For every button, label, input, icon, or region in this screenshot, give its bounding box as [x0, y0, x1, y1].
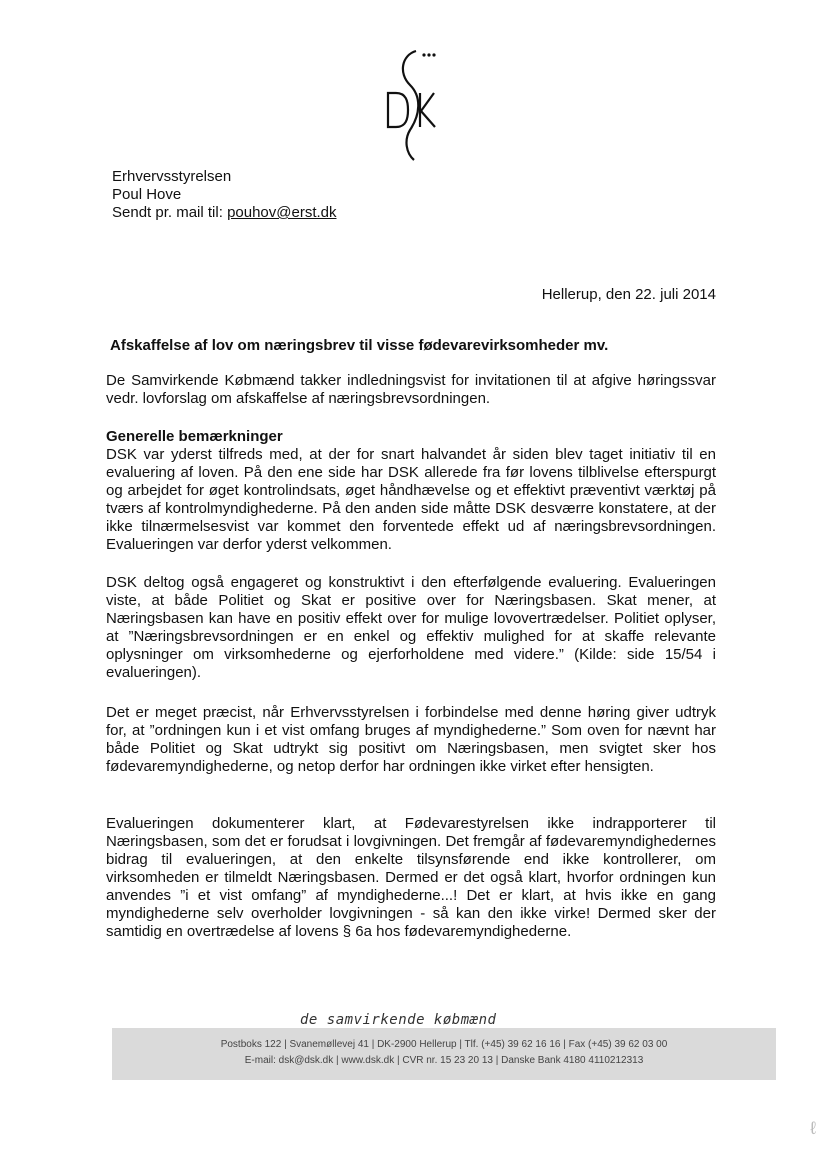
dsk-logo-icon	[380, 45, 440, 165]
paragraph-evaluation: DSK var yderst tilfreds med, at der for snart halvandet år siden blev taget initiativ til en evaluering af loven. På den ene side har DSK allerede fra før lovens tilblivelse efterspurgt og arbejdet for øget kontrolindsats, øget håndhævelse og et effektivt præventivt værktøj på tværs af kontrolmyndighederne. På den anden side måtte DSK desværre konstatere, at der ikke tilnærmelsesvist var kommet den forventede effekt ud af næringsbrevsordningen. Evalueringen var derfor yderst velkommen.	[106, 446, 716, 553]
footer-brand: de samvirkende købmænd	[300, 1012, 497, 1028]
recipient-address	[112, 168, 337, 222]
recipient-organization: Erhvervsstyrelsen	[112, 168, 232, 185]
recipient-mail-line	[112, 204, 337, 222]
paragraph-participation: DSK deltog også engageret og konstruktivt i den efterfølgende evaluering. Evalueringen viste, at både Politiet og Skat er positive over for Næringsbasen. Skat mener, at Næringsbasen kan have en positiv effekt over for mulige lovovertrædelser. Politiet oplyser, at ”Næringsbrevsordningen er en enkel og effektiv mulighed for at skaffe relevante oplysninger om virksomhederne og ejerforholdene med videre.” (Kilde: side 15/54 i evalueringen).	[106, 574, 716, 681]
paragraph-precise: Det er meget præcist, når Erhvervsstyrelsen i forbindelse med denne høring giver udtryk for, at ”ordningen kun i et vist omfang bruges af myndighederne.” Som oven for nævnt har både Politiet og Skat udtrykt sig positivt om Næringsbasen, men svigtet sker hos fødevaremyndighederne, og netop derfor har ordningen ikke virket efter hensigten.	[106, 704, 716, 775]
letter-date: Hellerup, den 22. juli 2014	[541, 286, 716, 303]
mail-link[interactable]: pouhov@erst.dk	[227, 204, 337, 221]
general-remarks-section	[106, 428, 716, 554]
mail-prefix: Sendt pr. mail til:	[112, 204, 228, 221]
footer-line-2: E-mail: dsk@dsk.dk | www.dsk.dk | CVR nr. 15 23 20 13 | Danske Bank 4180 4110212313	[244, 1055, 644, 1066]
section-heading: Generelle bemærkninger	[106, 428, 283, 445]
footer-line-1: Postboks 122 | Svanemøllevej 41 | DK-2900 Hellerup | Tlf. (+45) 39 62 16 16 | Fax (+45) 39 62 03 00	[220, 1039, 668, 1050]
recipient-person: Poul Hove	[112, 186, 182, 203]
paragraph-documentation: Evalueringen dokumenterer klart, at Fødevarestyrelsen ikke indrapporterer til Næringsbasen, som det er forudsat i lovgivningen. Det fremgår af fødevaremyndighedernes bidrag til evalueringen, at den enkelte tilsynsførende end ikke kontrollerer, om virksomheden er tilmeldt Næringsbasen. Dermed er det også klart, hvorfor ordningen kun anvendes ”i et vist omfang” af myndighederne...! Det er klart, at hvis ikke en gang myndighederne selv overholder lovgivningen - så kan den ikke virke! Dermed sker der samtidig en overtrædelse af lovens § 6a hos fødevaremyndighederne.	[106, 815, 716, 940]
footer-contact-bar	[112, 1028, 776, 1080]
letter-subject: Afskaffelse af lov om næringsbrev til visse fødevarevirksomheder mv.	[110, 337, 609, 354]
margin-mark: ℓ	[810, 1118, 816, 1138]
intro-paragraph: De Samvirkende Købmænd takker indledningsvist for invitationen til at afgive høringssvar vedr. lovforslag om afskaffelse af næringsbrevsordningen.	[106, 372, 716, 407]
